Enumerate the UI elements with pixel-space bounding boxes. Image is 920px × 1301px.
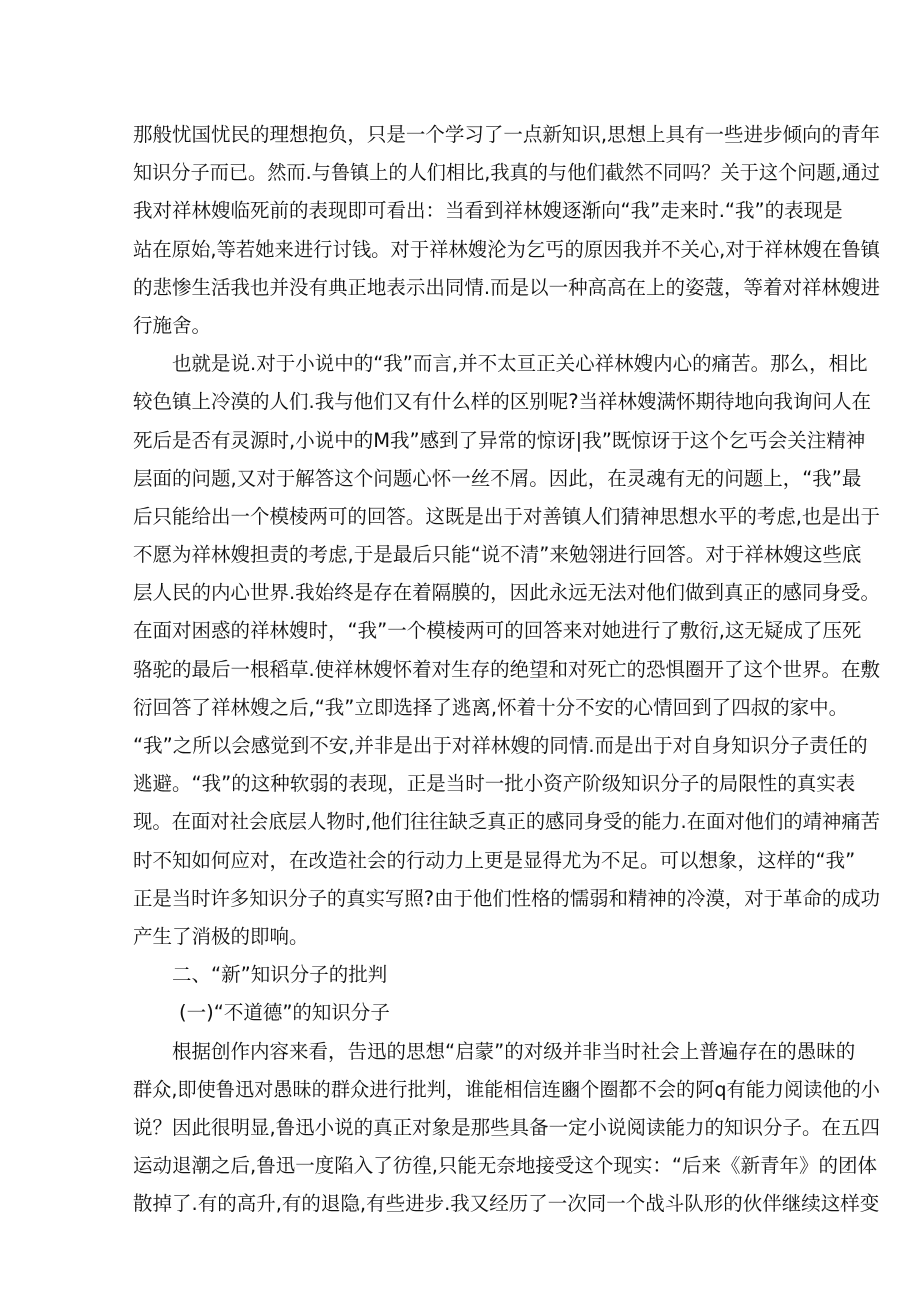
text-line-3: 我对祥林嫂临死前的表现即可看出：当看到祥林嫂逐渐向“我”走来时.“我”的表现是 [133,199,843,223]
text-line-2: 知识分子而已。然而.与鲁镇上的人们相比,我真的与他们截然不同吗？关于这个问题,通过 [133,161,880,185]
paragraph-2-line-1: 也就是说.对于小说中的“我”而言,并不太亘正关心祥林嫂内心的痛苦。那么，相比 [172,352,868,376]
text-line-4: 站在原始,等若她来进行讨钱。对于祥林嫂沦为乞丐的原因我并不关心,对于祥林嫂在鲁镇 [133,237,881,261]
text-line-16: 衍回答了祥林嫂之后,“我”立即选择了逃离,怀着十分不安的心情回到了四叔的家中。 [133,695,849,719]
text-line-28: 运动退潮之后,鲁迅一度陷入了彷徨,只能无奈地接受这个现实：“后来《新青年》的团体 [133,1154,877,1178]
text-line-11: 后只能给出一个模棱两可的回答。这既是出于对善镇人们猜神思想水平的考虑,也是出于 [133,504,880,528]
text-line-6: 行施舍。 [133,313,212,337]
text-line-9: 死后是否有灵源时,小说中的M我”感到了异常的惊讶|我”既惊讶于这个乞丐会关注精神 [133,428,866,452]
text-line-1: 那般忧国忧民的理想抱负，只是一个学习了一点新知识,思想上具有一些进步倾向的青年 [133,123,880,146]
text-line-5: 的悲惨生活我也并没有典正地表示出同情.而是以一种高高在上的姿蔻，等着对祥林嫂进 [133,275,880,299]
text-line-26: 群众,即使鲁迅对愚昧的群众进行批判，谁能相信连豳个圈都不会的阿q有能力阅读他的小 [133,1077,880,1101]
body-text [133,116,881,1223]
text-line-18: 逃避。“我”的这种软弱的表现，正是当时一批小资产阶级知识分子的局限性的真实表 [133,772,856,796]
text-line-8: 较色镇上冷漠的人们.我与他们又有什么样的区别呢?当祥林嫂满怀期待地向我询问人在 [133,390,872,414]
text-line-20: 时不知如何应对，在改造社会的行动力上更是显得尤为不足。可以想象，这样的“我” [133,848,856,872]
text-line-27: 说？因此很明显,鲁迅小说的真正对象是那些具备一定小说阅读能力的知识分子。在五四 [133,1115,880,1139]
text-line-17: “我”之所以会感觉到不安,并非是出于对祥林嫂的同情.而是出于对自身知识分子责任的 [133,734,868,757]
text-line-15: 骆驼的最后一根稻草.使祥林嫂怀着对生存的绝望和对死亡的恐惧圈开了这个世界。在敷 [133,657,880,681]
text-line-14: 在面对困惑的祥林嫂时，“我”一个模棱两可的回答来对她进行了敷衍,这无疑成了压死 [133,619,862,643]
text-line-19: 现。在面对社会底层人物时,他们往往缺乏真正的感同身受的能力.在面对他们的靖神痛苦 [133,810,881,834]
subsection-heading: (一)“不道德”的知识分子 [179,1001,390,1025]
text-line-22: 产生了消极的即响。 [133,924,309,948]
paragraph-3-line-1: 根据创作内容来看，告迅的思想“启蒙”的对级并非当时社会上普遍存在的愚昧的 [172,1039,856,1063]
text-line-10: 层面的问题,又对于解答这个问题心怀一丝不屑。因此，在灵魂有无的问题上，“我”最 [133,466,862,490]
text-line-29: 散掉了.有的高升,有的退隐,有些进步.我又经历了一次同一个战斗队形的伙伴继续这样变 [133,1192,880,1216]
section-heading: 二、“新”知识分子的批判 [172,963,388,987]
text-line-21: 正是当时许多知识分子的真实写照?由于他们性格的懦弱和精神的冷漠，对于革命的成功 [133,886,881,910]
text-line-12: 不愿为祥林嫂担责的考虑,于是最后只能“说不清”来勉翎进行回答。对于祥林嫂这些底 [133,543,862,567]
text-line-13: 层人民的内心世界.我始终是存在着隔膜的，因此永远无法对他们做到真正的感同身受。 [133,581,880,605]
